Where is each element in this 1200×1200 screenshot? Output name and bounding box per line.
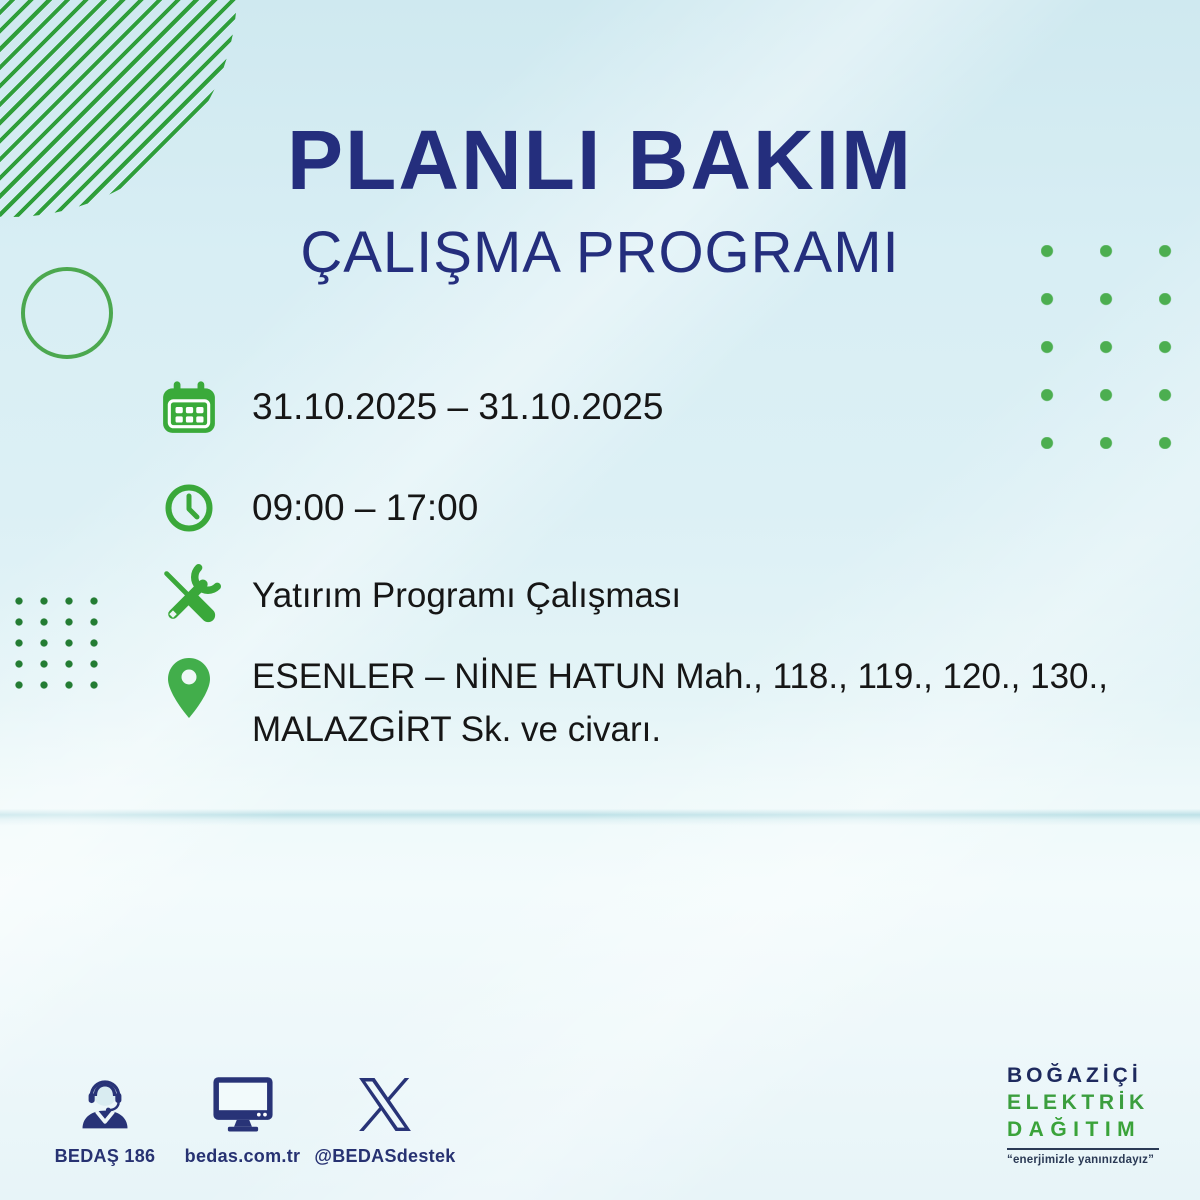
phone-label: BEDAŞ 186 (54, 1146, 156, 1166)
date-range-text: 31.10.2025 – 31.10.2025 (252, 386, 664, 427)
website-label: bedas.com.tr (184, 1146, 301, 1166)
tools-icon (156, 564, 222, 628)
time-range-text: 09:00 – 17:00 (252, 487, 479, 528)
contact-social (310, 1072, 460, 1167)
social-label: @BEDASdestek (314, 1146, 456, 1166)
logo-tagline: “enerjimizle yanınızdayız” (1007, 1154, 1155, 1166)
support-agent-icon (75, 1072, 135, 1136)
date-row (156, 374, 664, 440)
location-text: ESENLER – NİNE HATUN Mah., 118., 119., 120., 130., MALAZGİRT Sk. ve civarı. (252, 657, 1108, 749)
logo-line-3: DAĞITIM (1007, 1118, 1142, 1141)
page-title: PLANLI BAKIM (287, 113, 913, 207)
work-type-text: Yatırım Programı Çalışması (252, 576, 682, 615)
x-logo-icon (359, 1072, 411, 1136)
logo-divider (1007, 1148, 1159, 1150)
work-type-row (156, 556, 681, 636)
contact-website (175, 1072, 310, 1167)
location-row (156, 650, 1200, 756)
clock-icon (156, 482, 222, 534)
title-block (0, 113, 1200, 285)
time-row (156, 480, 478, 536)
company-logo (1007, 1062, 1165, 1166)
page-subtitle: ÇALIŞMA PROGRAMI (300, 220, 900, 285)
logo-line-1: BOĞAZİÇİ (1007, 1064, 1142, 1087)
calendar-icon (156, 378, 222, 436)
monitor-icon (210, 1072, 276, 1136)
location-pin-icon (156, 650, 222, 720)
dot-grid-left-decoration (15, 597, 101, 691)
footer-contacts (40, 1072, 460, 1167)
contact-phone (40, 1072, 170, 1167)
logo-line-2: ELEKTRİK (1007, 1091, 1149, 1114)
